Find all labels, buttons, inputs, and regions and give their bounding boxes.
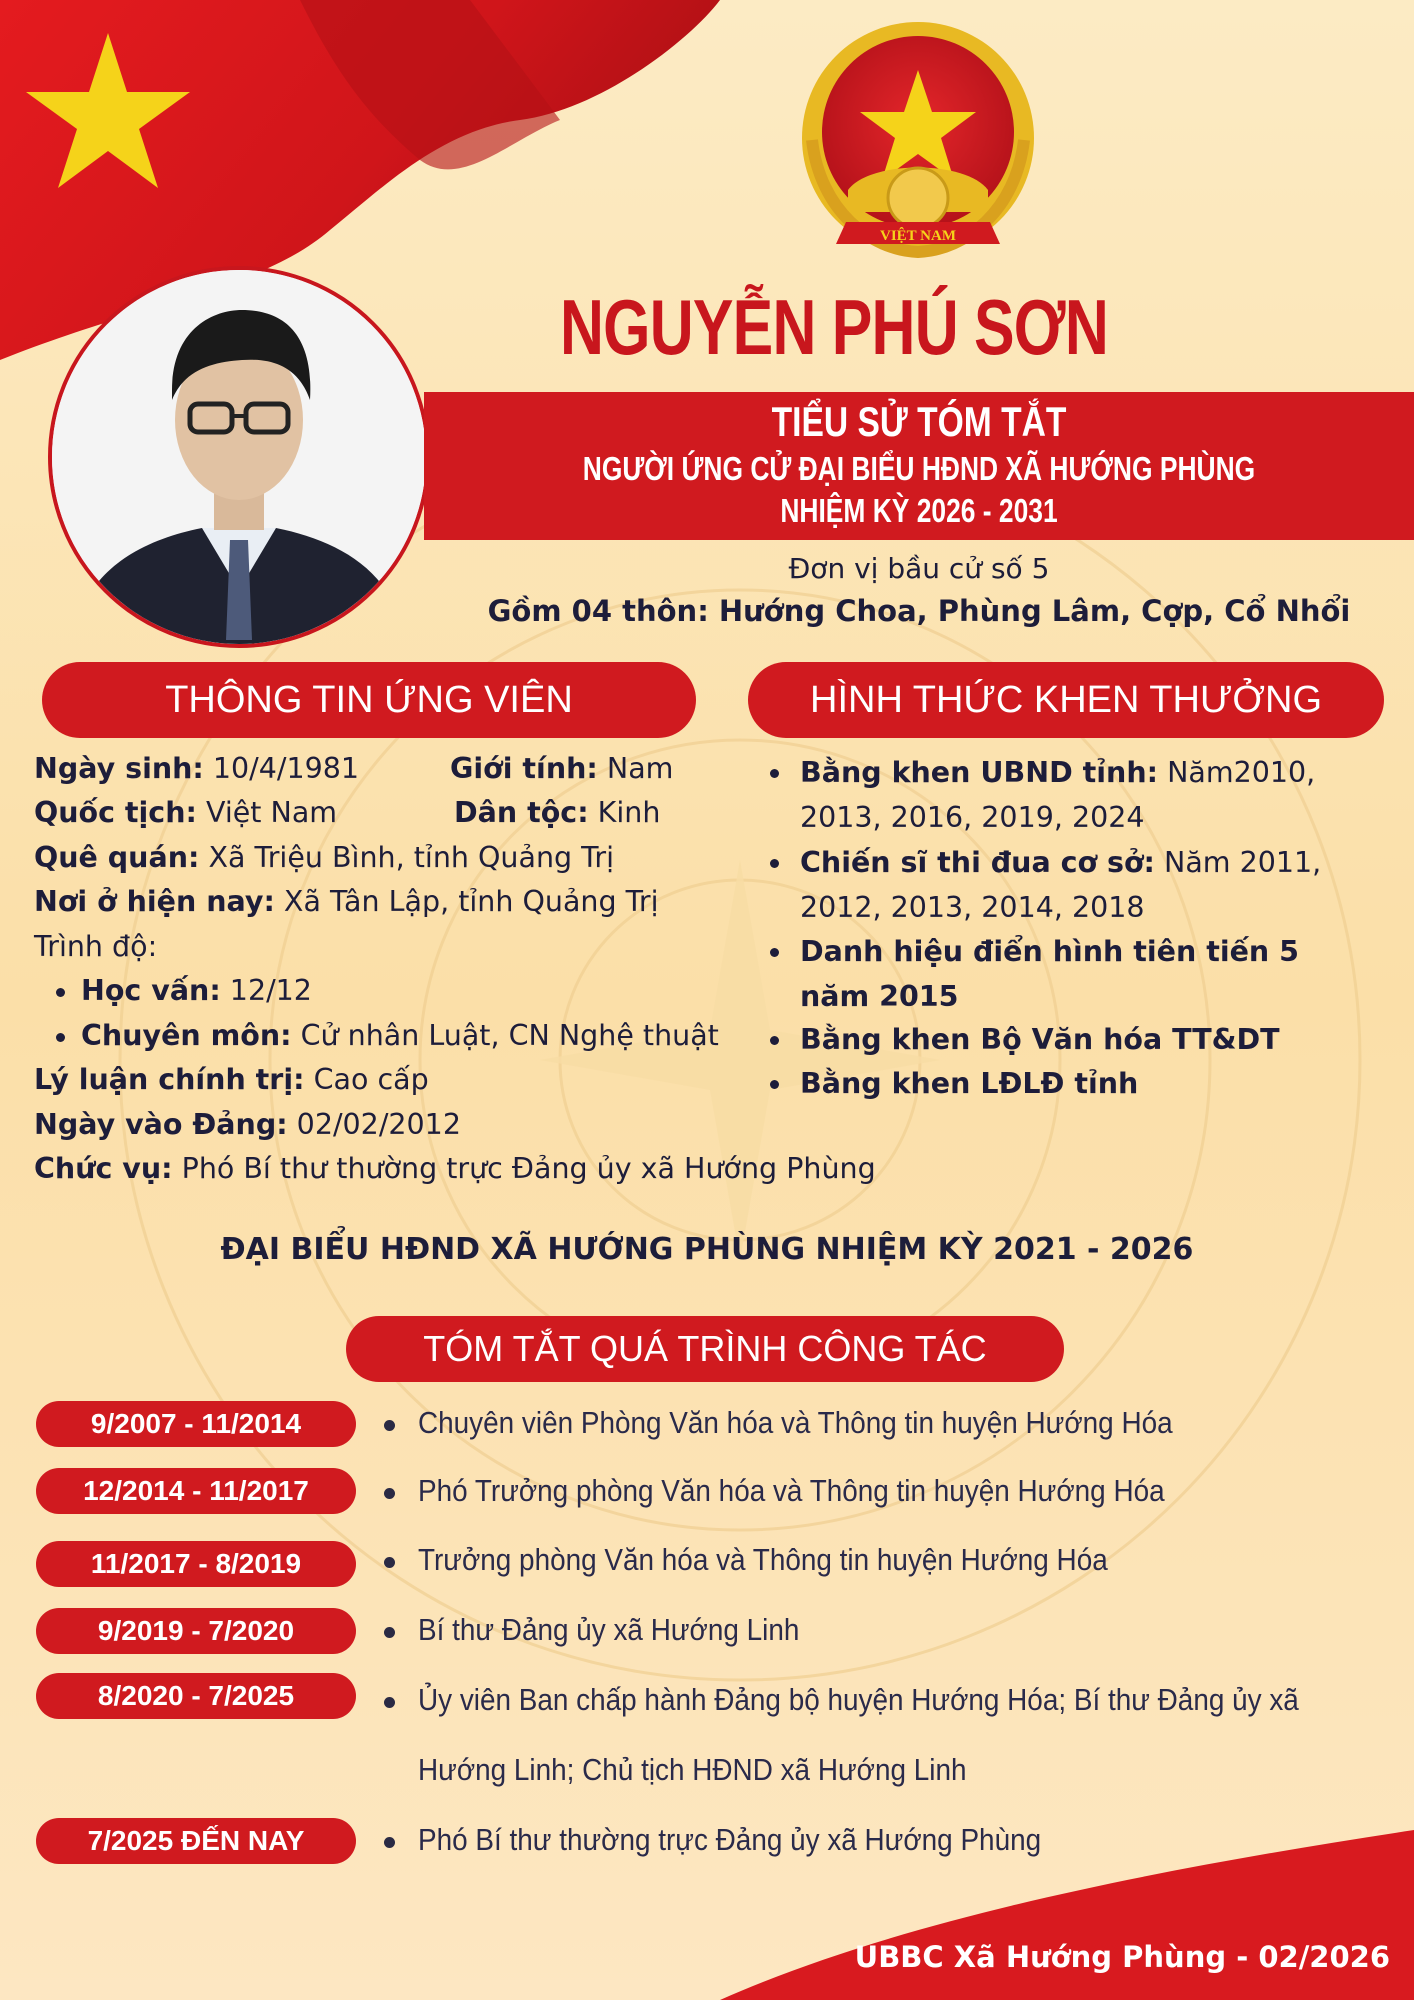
award-item: Bằng khen LĐLĐ tỉnh (800, 1061, 1390, 1106)
title-line-3: NHIỆM KỲ 2026 - 2031 (780, 492, 1058, 529)
timeline-bullet (384, 1837, 395, 1848)
timeline-bullet (384, 1557, 395, 1568)
timeline-bullet (384, 1627, 395, 1638)
award-item: Bằng khen Bộ Văn hóa TT&DT (800, 1017, 1390, 1062)
timeline-period: 8/2020 - 7/2025 (36, 1673, 356, 1719)
section-work-history: TÓM TẮT QUÁ TRÌNH CÔNG TÁC (346, 1316, 1064, 1382)
award-item: Bằng khen UBND tỉnh: Năm2010, 2013, 2016, 2019, 2024 (800, 750, 1390, 840)
title-band (424, 392, 1414, 540)
candidate-name: NGUYỄN PHÚ SƠN (560, 283, 1109, 371)
title-line-1: TIỂU SỬ TÓM TẮT (771, 398, 1067, 445)
ethnicity-row: Dân tộc: Kinh (454, 796, 661, 829)
timeline-period: 9/2019 - 7/2020 (36, 1608, 356, 1654)
timeline-text: Trưởng phòng Văn hóa và Thông tin huyện Hướng Hóa (418, 1542, 1108, 1577)
timeline-text: Phó Trưởng phòng Văn hóa và Thông tin huyện Hướng Hóa (418, 1473, 1165, 1508)
footer-credit: UBBC Xã Hướng Phùng - 02/2026 (854, 1940, 1390, 1974)
gender-row: Giới tính: Nam (450, 752, 674, 785)
candidate-photo (48, 266, 430, 648)
hometown-row: Quê quán: Xã Triệu Bình, tỉnh Quảng Trị (34, 841, 615, 874)
politics-row: Lý luận chính trị: Cao cấp (34, 1063, 429, 1096)
residence-row: Nơi ở hiện nay: Xã Tân Lập, tỉnh Quảng Trị (34, 885, 659, 918)
timeline-text: Ủy viên Ban chấp hành Đảng bộ huyện Hướng Hóa; Bí thư Đảng ủy xã (418, 1682, 1299, 1717)
nationality-row: Quốc tịch: Việt Nam (34, 796, 338, 829)
villages-list: Gồm 04 thôn: Hướng Choa, Phùng Lâm, Cợp, Cổ Nhổi (487, 594, 1351, 628)
section-candidate-info: THÔNG TIN ỨNG VIÊN (42, 662, 696, 738)
timeline-text: Phó Bí thư thường trực Đảng ủy xã Hướng Phùng (418, 1822, 1042, 1857)
timeline-bullet (384, 1420, 395, 1431)
dob-row: Ngày sinh: 10/4/1981 (34, 752, 360, 785)
timeline-bullet (384, 1697, 395, 1708)
general-education-row: Học vấn: 12/12 (56, 974, 312, 1007)
previous-term-note: ĐẠI BIỂU HĐND XÃ HƯỚNG PHÙNG NHIỆM KỲ 2021 - 2026 (220, 1232, 1194, 1267)
timeline-period: 9/2007 - 11/2014 (36, 1401, 356, 1447)
timeline-text: Chuyên viên Phòng Văn hóa và Thông tin huyện Hướng Hóa (418, 1405, 1173, 1440)
svg-text:VIỆT NAM: VIỆT NAM (880, 228, 956, 244)
title-line-2: NGƯỜI ỨNG CỬ ĐẠI BIỂU HĐND XÃ HƯỚNG PHÙNG (582, 450, 1256, 487)
section-awards: HÌNH THỨC KHEN THƯỞNG (748, 662, 1384, 738)
education-row: Trình độ: (34, 930, 158, 963)
electoral-unit: Đơn vị bầu cử số 5 (788, 552, 1050, 585)
timeline-period: 11/2017 - 8/2019 (36, 1541, 356, 1587)
award-item: Danh hiệu điển hình tiên tiến 5 năm 2015 (800, 929, 1360, 1019)
award-item: Chiến sĩ thi đua cơ sở: Năm 2011, 2012, 2013, 2014, 2018 (800, 840, 1390, 930)
timeline-text-continued: Hướng Linh; Chủ tịch HĐND xã Hướng Linh (418, 1752, 967, 1787)
timeline-period: 7/2025 ĐẾN NAY (36, 1818, 356, 1864)
major-row: Chuyên môn: Cử nhân Luật, CN Nghệ thuật (56, 1019, 719, 1052)
position-row: Chức vụ: Phó Bí thư thường trực Đảng ủy xã Hướng Phùng (34, 1152, 876, 1185)
timeline-period: 12/2014 - 11/2017 (36, 1468, 356, 1514)
national-emblem-icon (802, 22, 1034, 254)
party-row: Ngày vào Đảng: 02/02/2012 (34, 1108, 461, 1141)
timeline-text: Bí thư Đảng ủy xã Hướng Linh (418, 1612, 800, 1647)
timeline-bullet (384, 1488, 395, 1499)
